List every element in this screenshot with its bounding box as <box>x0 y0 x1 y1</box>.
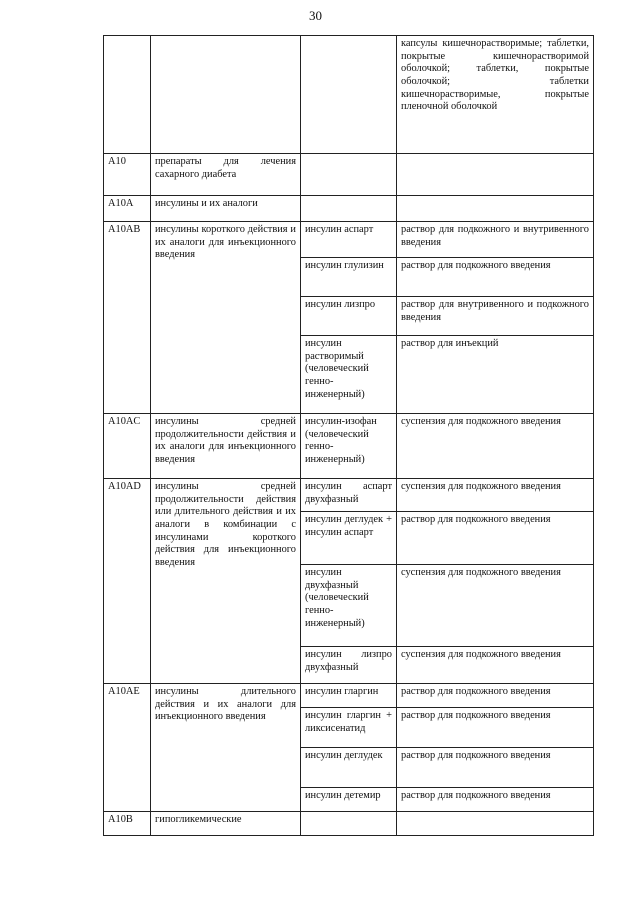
drug-name-cell: инсулин гларгин <box>301 684 397 708</box>
group-name-cell <box>151 36 301 154</box>
drug-name-cell <box>301 812 397 836</box>
dosage-form-cell: капсулы кишечнорастворимые; таблетки, покрытые кишечнорастворимой оболочкой; таблетки, покрытые оболочкой; таблетки кишечнорастворимые, покрытые пленочной оболочкой <box>397 36 594 154</box>
dosage-form-cell: раствор для подкожного и внутривенного введения <box>397 222 594 258</box>
group-row-a10ae <box>104 684 594 708</box>
atc-code-cell: A10 <box>104 154 151 196</box>
group-row-a10ab <box>104 222 594 258</box>
drug-name-cell <box>301 196 397 222</box>
continuation-row <box>104 36 594 154</box>
drug-name-cell: инсулин детемир <box>301 788 397 812</box>
group-name-cell: инсулины длительного действия и их аналоги для инъекционного введения <box>151 684 301 812</box>
atc-code-cell: A10B <box>104 812 151 836</box>
group-row-a10 <box>104 154 594 196</box>
atc-code-cell: A10AE <box>104 684 151 812</box>
group-name-cell: препараты для лечения сахарного диабета <box>151 154 301 196</box>
drug-name-cell: инсулин гларгин + ликсисенатид <box>301 708 397 748</box>
group-row-a10b <box>104 812 594 836</box>
group-name-cell: инсулины средней продолжительности действия или длительного действия и их аналоги в комбинации с инсулинами короткого действия для инъекционного введения <box>151 479 301 684</box>
dosage-form-cell: раствор для подкожного введения <box>397 512 594 565</box>
group-name-cell: инсулины короткого действия и их аналоги для инъекционного введения <box>151 222 301 414</box>
drug-name-cell: инсулин лизпро <box>301 297 397 336</box>
dosage-form-cell: раствор для подкожного введения <box>397 684 594 708</box>
dosage-form-cell: раствор для подкожного введения <box>397 258 594 297</box>
drug-name-cell <box>301 36 397 154</box>
page-number: 30 <box>309 8 322 23</box>
drug-name-cell: инсулин деглудек <box>301 748 397 788</box>
drug-name-cell <box>301 154 397 196</box>
drug-name-cell: инсулин лизпро двухфазный <box>301 647 397 684</box>
group-name-cell: инсулины и их аналоги <box>151 196 301 222</box>
group-row-a10ac <box>104 414 594 479</box>
dosage-form-cell <box>397 812 594 836</box>
drug-registry-table <box>103 35 594 836</box>
group-name-cell: гипогликемические <box>151 812 301 836</box>
dosage-form-cell <box>397 154 594 196</box>
atc-code-cell: A10A <box>104 196 151 222</box>
drug-name-cell: инсулин аспарт <box>301 222 397 258</box>
atc-code-cell: A10AB <box>104 222 151 414</box>
dosage-form-cell: суспензия для подкожного введения <box>397 414 594 479</box>
dosage-form-cell: раствор для подкожного введения <box>397 708 594 748</box>
group-name-cell: инсулины средней продолжительности действия и их аналоги для инъекционного введения <box>151 414 301 479</box>
drug-name-cell: инсулин аспарт двухфазный <box>301 479 397 512</box>
dosage-form-cell: раствор для внутривенного и подкожного введения <box>397 297 594 336</box>
dosage-form-cell: суспензия для подкожного введения <box>397 647 594 684</box>
atc-code-cell: A10AC <box>104 414 151 479</box>
group-row-a10ad <box>104 479 594 512</box>
atc-code-cell <box>104 36 151 154</box>
drug-name-cell: инсулин глулизин <box>301 258 397 297</box>
dosage-form-cell: раствор для подкожного введения <box>397 788 594 812</box>
drug-name-cell: инсулин-изофан (человеческий генно-инженерный) <box>301 414 397 479</box>
dosage-form-cell: суспензия для подкожного введения <box>397 479 594 512</box>
drug-name-cell: инсулин двухфазный (человеческий генно-инженерный) <box>301 565 397 647</box>
dosage-form-cell: раствор для инъекций <box>397 336 594 414</box>
drug-name-cell: инсулин растворимый (человеческий генно-инженерный) <box>301 336 397 414</box>
group-row-a10a <box>104 196 594 222</box>
dosage-form-cell <box>397 196 594 222</box>
dosage-form-cell: раствор для подкожного введения <box>397 748 594 788</box>
dosage-form-cell: суспензия для подкожного введения <box>397 565 594 647</box>
atc-code-cell: A10AD <box>104 479 151 684</box>
drug-name-cell: инсулин деглудек + инсулин аспарт <box>301 512 397 565</box>
